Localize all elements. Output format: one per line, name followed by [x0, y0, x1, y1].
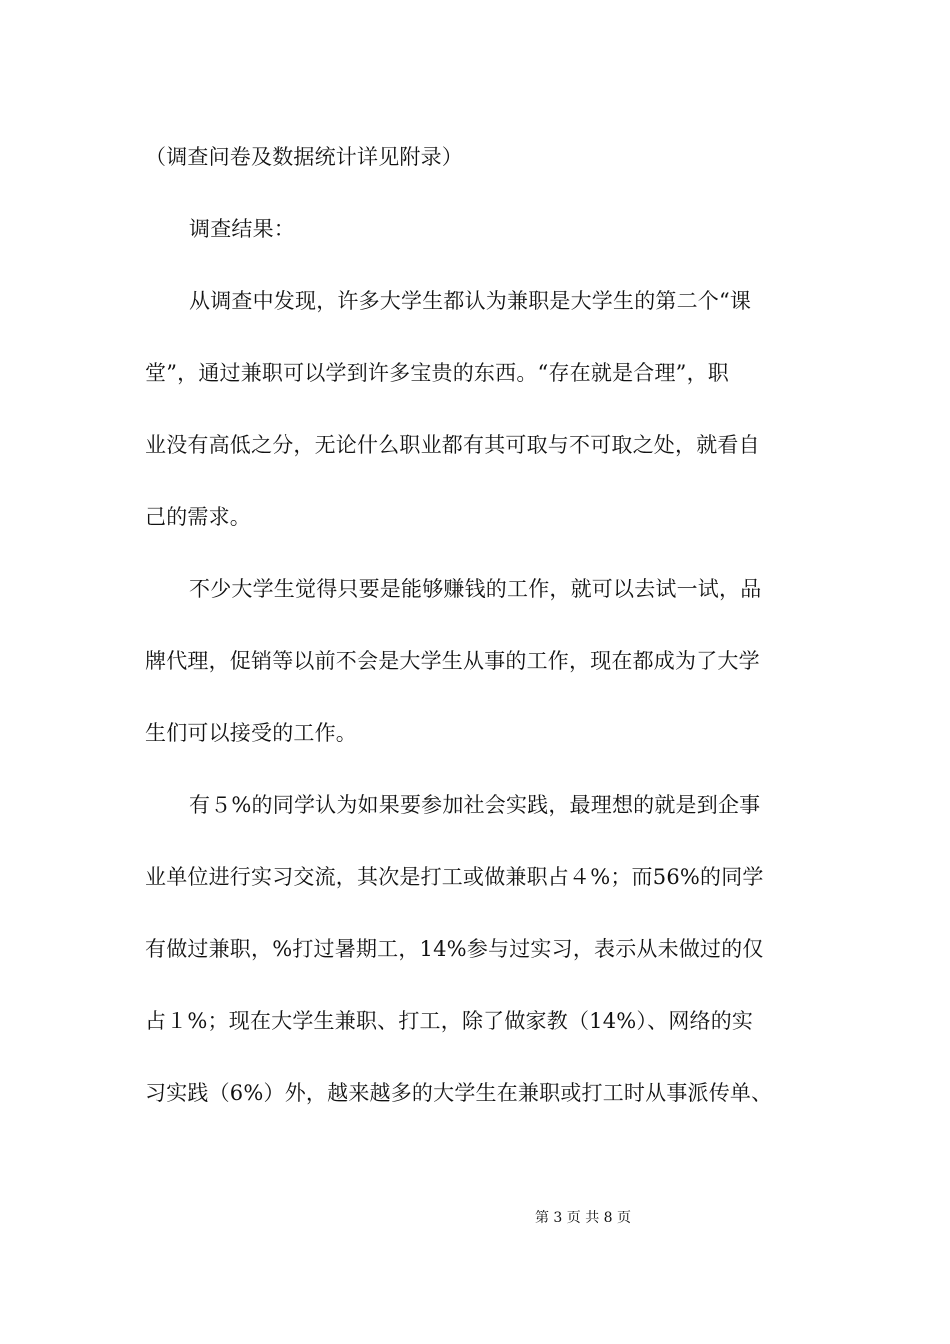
text-line: 业没有高低之分，无论什么职业都有其可取与不可取之处，就看自: [145, 433, 760, 457]
text-line: 生们可以接受的工作。: [145, 721, 357, 745]
section-heading: 调查结果：: [189, 217, 295, 241]
page-number: 第 3 页 共 8 页: [534, 1210, 632, 1226]
text-line: 牌代理，促销等以前不会是大学生从事的工作，现在都成为了大学: [145, 649, 760, 673]
text-line: 己的需求。: [145, 505, 251, 529]
text-line: 从调查中发现，许多大学生都认为兼职是大学生的第二个“课: [189, 289, 752, 313]
text-line: 有做过兼职，%打过暑期工，14%参与过实习，表示从未做过的仅: [145, 937, 764, 961]
text-line: 堂”，通过兼职可以学到许多宝贵的东西。“存在就是合理”，职: [145, 361, 730, 385]
text-line: （调查问卷及数据统计详见附录）: [145, 145, 463, 169]
text-line: 不少大学生觉得只要是能够赚钱的工作，就可以去试一试，品: [189, 577, 762, 601]
document-body: [145, 132, 807, 1140]
text-line: 业单位进行实习交流，其次是打工或做兼职占４%；而56%的同学: [145, 865, 764, 889]
text-line: 占１%；现在大学生兼职、打工，除了做家教（14%）、网络的实: [145, 1009, 754, 1033]
text-line: 习实践（6%）外，越来越多的大学生在兼职或打工时从事派传单、: [145, 1081, 773, 1105]
text-line: 有５%的同学认为如果要参加社会实践，最理想的就是到企事: [189, 793, 761, 817]
page-footer: [0, 1209, 950, 1227]
